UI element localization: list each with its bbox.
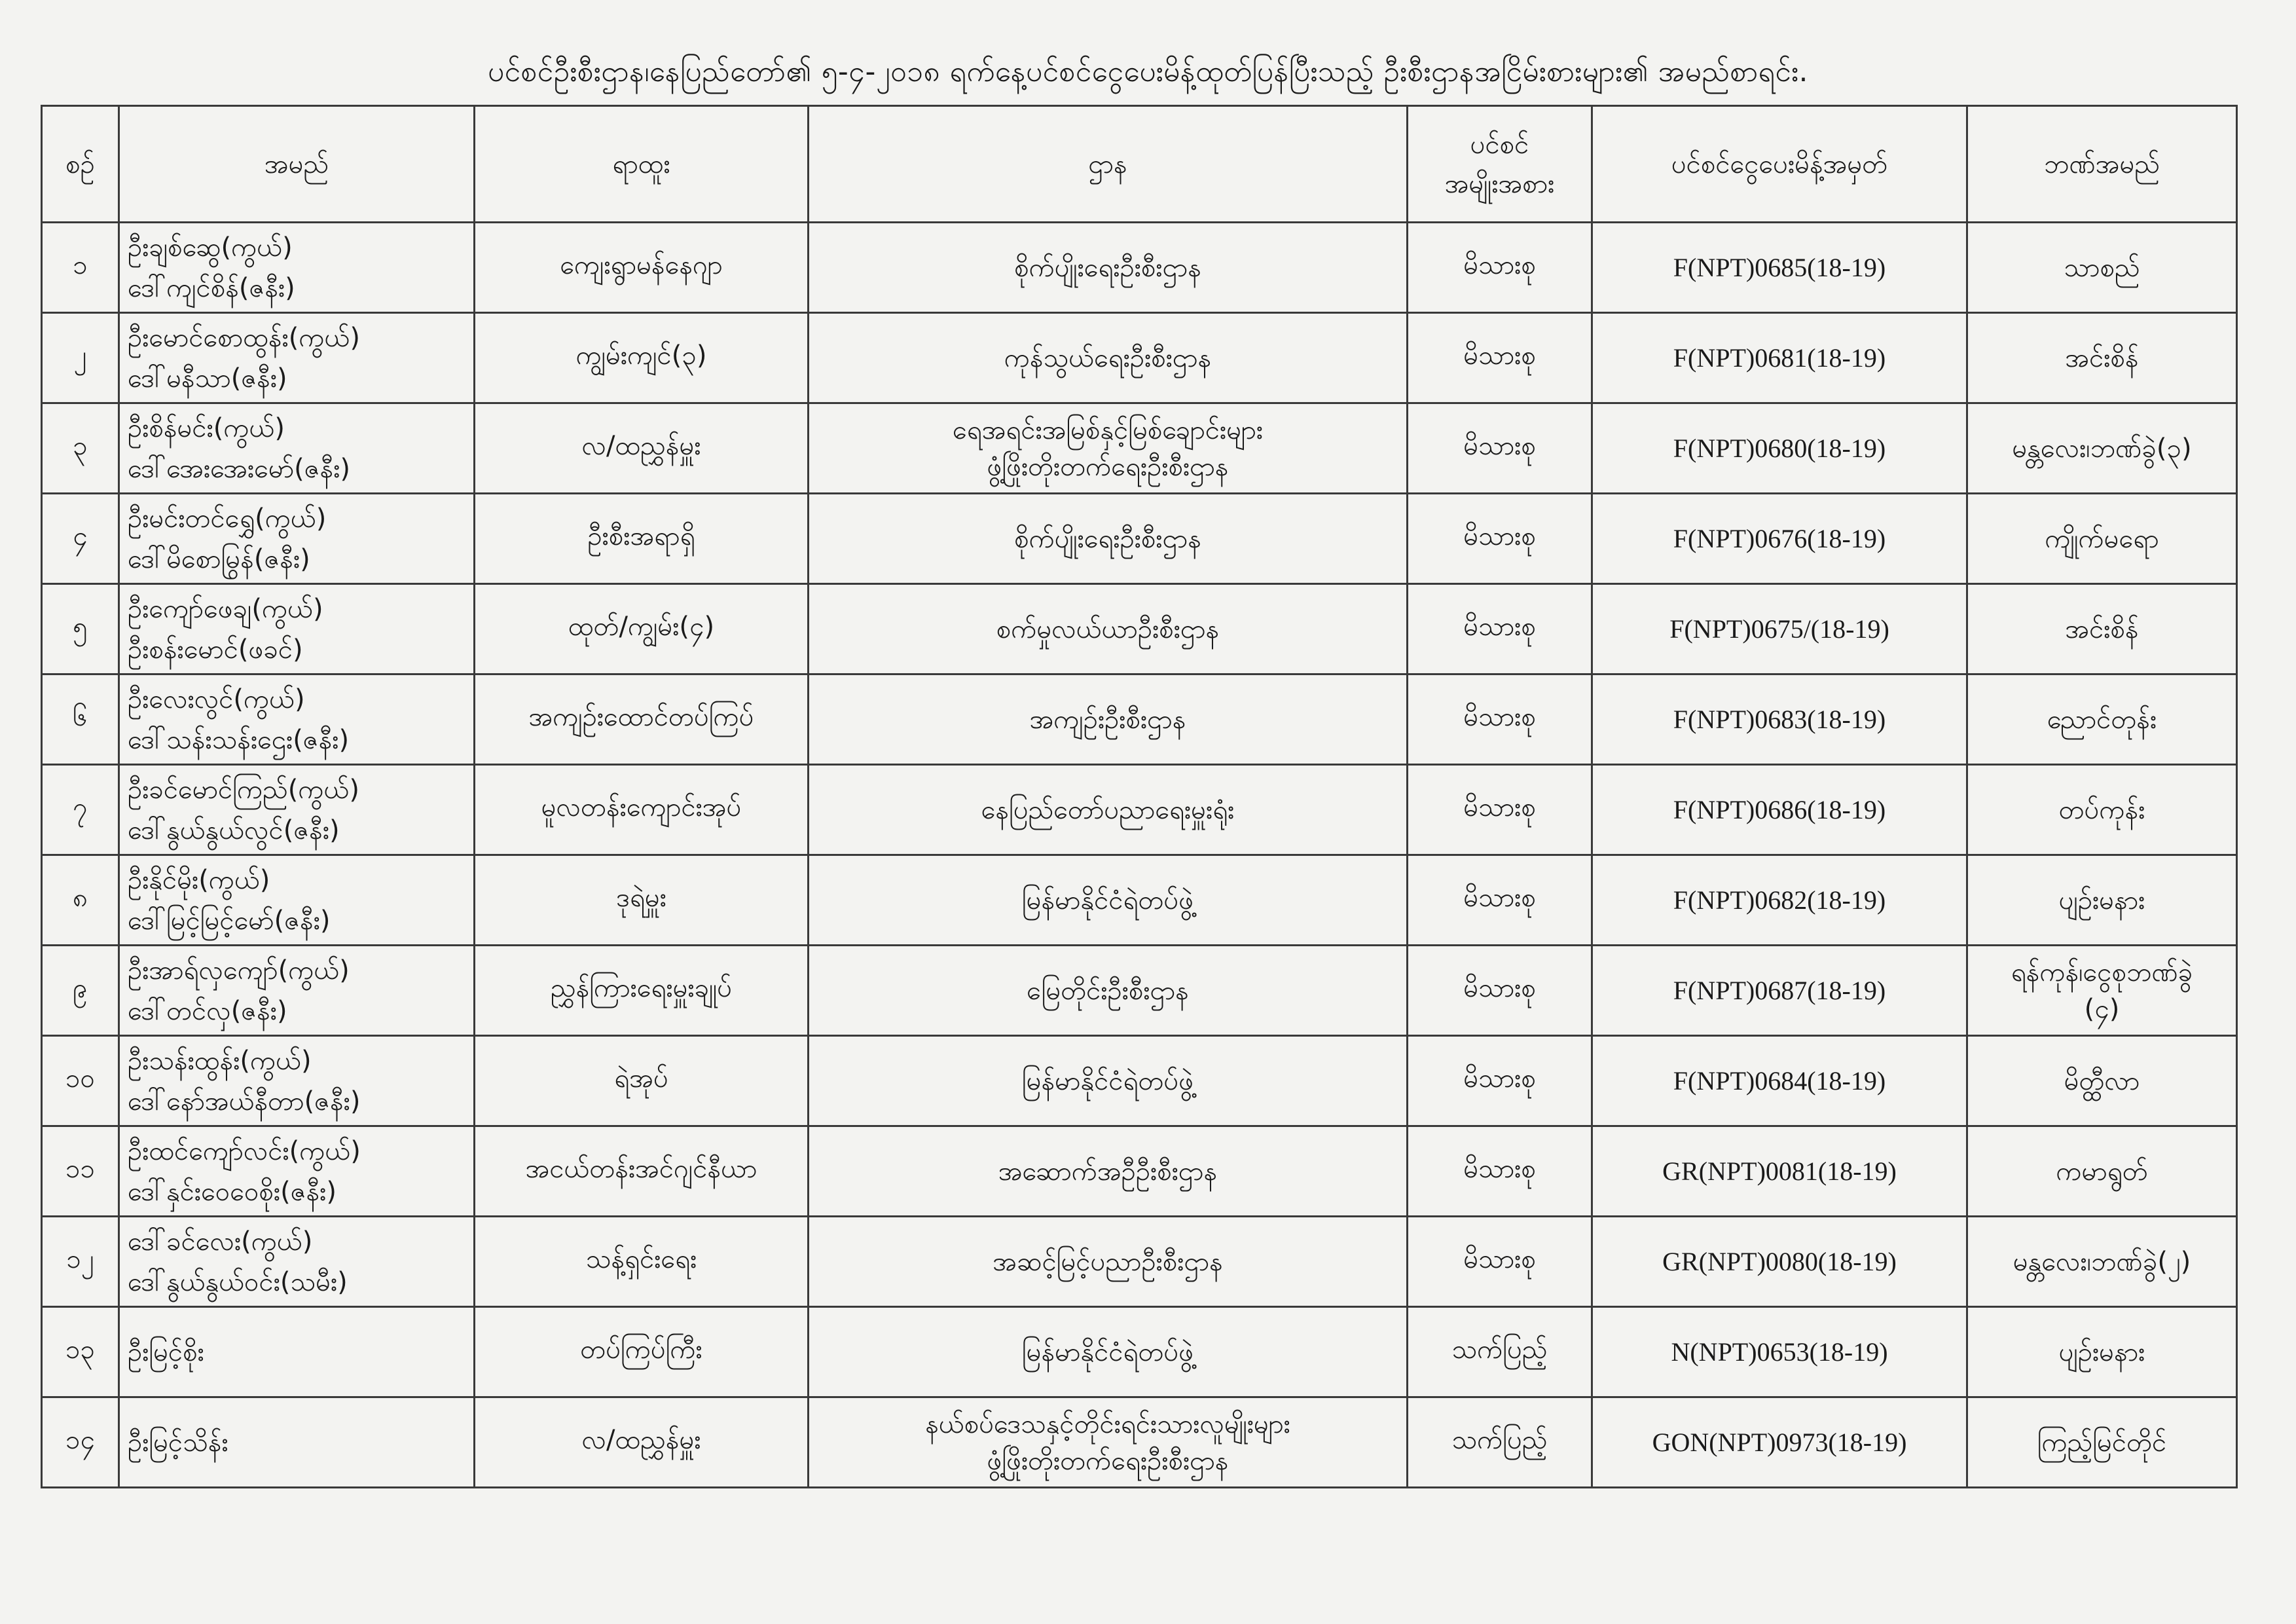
bank-name: ကမာရွတ် xyxy=(2056,1156,2148,1187)
table-row xyxy=(42,494,2237,584)
pensioner-name: ဦးနိုင်မိုး(ကွယ်) xyxy=(128,864,270,895)
cell-pension-type xyxy=(1408,584,1592,674)
department: မြန်မာနိုင်ငံရဲတပ်ဖွဲ့ xyxy=(1021,885,1194,915)
pensioner-name: ဦးစိန်မင်း(ကွယ်) xyxy=(128,413,285,443)
cell-permit-number xyxy=(1592,1036,1967,1126)
pension-type-header-line2: အမျိုးအစား xyxy=(1444,168,1555,199)
department: မြေတိုင်းဦးစီးဌာန xyxy=(1027,975,1189,1006)
cell-position xyxy=(475,494,809,584)
cell-position xyxy=(475,1307,809,1397)
beneficiary-name: ဒေါ်နော်အယ်နီတာ(ဇနီး) xyxy=(128,1086,361,1116)
column-header-pension-type xyxy=(1408,106,1592,223)
bank-name: အင်းစိန် xyxy=(2065,614,2139,644)
bank-name: ညောင်တုန်း xyxy=(2047,704,2157,735)
table-row xyxy=(42,674,2237,765)
cell-pension-type xyxy=(1408,313,1592,403)
cell-pension-type xyxy=(1408,403,1592,494)
department: စိုက်ပျိုးရေးဦးစီးဌာန xyxy=(1014,252,1201,283)
cell-bank xyxy=(1967,403,2237,494)
column-header-bank: ဘဏ်အမည် xyxy=(1967,106,2237,223)
serial-no: ၁၀ xyxy=(65,1063,95,1094)
cell-name xyxy=(119,674,475,765)
permit-number: GR(NPT)0081(18-19) xyxy=(1662,1156,1897,1186)
permit-number: F(NPT)0676(18-19) xyxy=(1673,524,1886,553)
permit-number: F(NPT)0685(18-19) xyxy=(1673,253,1886,282)
serial-no: ၁၂ xyxy=(66,1244,94,1274)
cell-name xyxy=(119,1397,475,1488)
bank-name: မိတ္ထီလာ xyxy=(2064,1065,2140,1096)
cell-permit-number xyxy=(1592,855,1967,946)
table-row xyxy=(42,313,2237,403)
cell-department xyxy=(809,223,1408,313)
cell-serial-no xyxy=(42,223,119,313)
position: ဒုရဲမှူး xyxy=(616,883,666,913)
cell-pension-type xyxy=(1408,946,1592,1036)
department: မြန်မာနိုင်ငံရဲတပ်ဖွဲ့ xyxy=(1021,1337,1194,1367)
position: ဦးစီးအရာရှိ xyxy=(587,521,695,551)
serial-no: ၇ xyxy=(73,792,88,822)
pension-type: မိသားစု xyxy=(1463,1244,1536,1274)
cell-bank xyxy=(1967,1217,2237,1307)
permit-number: N(NPT)0653(18-19) xyxy=(1671,1337,1888,1367)
pensioner-name: ဦးလေးလွင်(ကွယ်) xyxy=(128,684,305,714)
beneficiary-name: ဒေါ်နွယ်နွယ်လွင်(ဇနီး) xyxy=(128,815,340,845)
cell-serial-no xyxy=(42,1307,119,1397)
cell-bank xyxy=(1967,674,2237,765)
bank-name: ရန်ကုန်၊ငွေစုဘဏ်ခွဲ xyxy=(2011,957,2193,987)
position: ရဲအုပ် xyxy=(614,1063,668,1094)
pensioner-name: ဦးမြင့်စိုး xyxy=(128,1337,204,1367)
department-line2: ဖွံ့ဖြိုးတိုးတက်ရေးဦးစီးဌာန xyxy=(987,451,1229,482)
cell-pension-type xyxy=(1408,674,1592,765)
pension-type: မိသားစု xyxy=(1463,973,1536,1003)
cell-name xyxy=(119,1036,475,1126)
beneficiary-name: ဒေါ်မြင့်မြင့်မော်(ဇနီး) xyxy=(128,905,331,936)
position: သန့်ရှင်းရေး xyxy=(585,1244,697,1274)
pension-type-header-line1: ပင်စင် xyxy=(1470,129,1529,160)
position: ကျေးရွာမန်နေဂျာ xyxy=(560,250,723,280)
permit-number: F(NPT)0681(18-19) xyxy=(1673,343,1886,373)
serial-no: ၁၄ xyxy=(65,1425,95,1455)
cell-department xyxy=(809,1397,1408,1488)
page-title: ပင်စင်ဦးစီးဌာန၊နေပြည်တော်၏ ၅-၄-၂၀၁၈ ရက်နေ့ပင်စင်ငွေပေးမိန့်ထုတ်ပြန်ပြီးသည့် ဦးစီးဌာနအငြိမ်းစားများ၏ အမည်စာရင်း. xyxy=(488,55,1808,88)
permit-number: F(NPT)0687(18-19) xyxy=(1673,976,1886,1005)
cell-pension-type xyxy=(1408,1036,1592,1126)
roster-body xyxy=(42,223,2237,1488)
bank-name: မန္တလေး၊ဘဏ်ခွဲ(၂) xyxy=(2013,1246,2191,1277)
cell-serial-no xyxy=(42,403,119,494)
serial-no: ၁၃ xyxy=(65,1335,95,1365)
cell-department xyxy=(809,584,1408,674)
column-header-permit-number: ပင်စင်ငွေပေးမိန့်အမှတ် xyxy=(1592,106,1967,223)
table-row xyxy=(42,1217,2237,1307)
cell-position xyxy=(475,223,809,313)
cell-serial-no xyxy=(42,584,119,674)
permit-number: GON(NPT)0973(18-19) xyxy=(1652,1428,1907,1457)
cell-department xyxy=(809,1036,1408,1126)
beneficiary-name: ဒေါ်နှင်းဝေဝေစိုး(ဇနီး) xyxy=(128,1176,337,1207)
serial-no: ၆ xyxy=(73,702,88,732)
bank-name: ပျဉ်းမနား xyxy=(2058,885,2145,915)
permit-number: F(NPT)0675/(18-19) xyxy=(1669,614,1889,644)
cell-bank xyxy=(1967,1397,2237,1488)
department: မြန်မာနိုင်ငံရဲတပ်ဖွဲ့ xyxy=(1021,1065,1194,1096)
cell-name xyxy=(119,855,475,946)
cell-name xyxy=(119,584,475,674)
table-row xyxy=(42,223,2237,313)
department: ကုန်သွယ်ရေးဦးစီးဌာန xyxy=(1004,342,1212,373)
cell-position xyxy=(475,313,809,403)
cell-pension-type xyxy=(1408,855,1592,946)
cell-position xyxy=(475,1126,809,1217)
cell-name xyxy=(119,223,475,313)
pension-type: သက်ပြည့် xyxy=(1451,1335,1548,1365)
column-header-position: ရာထူး xyxy=(475,106,809,223)
department: ရေအရင်းအမြစ်နှင့်မြစ်ချောင်းများ xyxy=(953,415,1263,445)
cell-name xyxy=(119,1307,475,1397)
cell-bank xyxy=(1967,1307,2237,1397)
cell-pension-type xyxy=(1408,1126,1592,1217)
cell-pension-type xyxy=(1408,1217,1592,1307)
position: ညွှန်ကြားရေးမှူးချုပ် xyxy=(550,973,733,1003)
cell-serial-no xyxy=(42,1036,119,1126)
cell-position xyxy=(475,765,809,855)
position: လ/ထညွှန်မှူး xyxy=(581,1425,701,1455)
bank-name-line2: (၄) xyxy=(2084,993,2120,1024)
serial-no: ၂ xyxy=(73,341,87,371)
pension-type: မိသားစု xyxy=(1463,612,1536,642)
bank-name: ပျဉ်းမနား xyxy=(2058,1337,2145,1367)
position: ထုတ်/ကျွမ်း(၄) xyxy=(568,612,715,642)
cell-bank xyxy=(1967,313,2237,403)
pensioner-name: ဒေါ်ခင်လေး(ကွယ်) xyxy=(128,1226,313,1257)
pension-type: မိသားစု xyxy=(1463,792,1536,822)
cell-bank xyxy=(1967,855,2237,946)
position: အကျဉ်းထောင်တပ်ကြပ် xyxy=(528,702,754,732)
pensioner-name: ဦးခင်မောင်ကြည်(ကွယ်) xyxy=(128,774,359,805)
pension-type: မိသားစု xyxy=(1463,521,1536,551)
permit-number: F(NPT)0683(18-19) xyxy=(1673,705,1886,734)
beneficiary-name: ဒေါ်နွယ်နွယ်ဝင်း(သမီး) xyxy=(128,1266,348,1297)
permit-number: F(NPT)0680(18-19) xyxy=(1673,434,1886,463)
cell-pension-type xyxy=(1408,1397,1592,1488)
cell-permit-number xyxy=(1592,313,1967,403)
serial-no: ၄ xyxy=(73,521,88,551)
cell-name xyxy=(119,946,475,1036)
cell-bank xyxy=(1967,1126,2237,1217)
header-row xyxy=(42,106,2237,223)
column-header-no: စဉ် xyxy=(42,106,119,223)
table-row xyxy=(42,1126,2237,1217)
permit-number: F(NPT)0686(18-19) xyxy=(1673,795,1886,824)
pension-roster-table xyxy=(41,105,2238,1488)
cell-department xyxy=(809,313,1408,403)
cell-department xyxy=(809,1307,1408,1397)
table-row xyxy=(42,1307,2237,1397)
beneficiary-name: ဒေါ်မနီသာ(ဇနီး) xyxy=(128,363,287,394)
cell-department xyxy=(809,765,1408,855)
pension-type: မိသားစု xyxy=(1463,341,1536,371)
cell-serial-no xyxy=(42,1397,119,1488)
cell-serial-no xyxy=(42,765,119,855)
cell-department xyxy=(809,403,1408,494)
pension-type: မိသားစု xyxy=(1463,431,1536,461)
column-header-department: ဌာန xyxy=(809,106,1408,223)
pension-type: မိသားစု xyxy=(1463,702,1536,732)
pensioner-name: ဦးထင်ကျော်လင်း(ကွယ်) xyxy=(128,1135,361,1166)
cell-permit-number xyxy=(1592,674,1967,765)
cell-name xyxy=(119,1217,475,1307)
beneficiary-name: ဒေါ်ကျင်စိန်(ဇနီး) xyxy=(128,272,295,303)
cell-bank xyxy=(1967,946,2237,1036)
cell-pension-type xyxy=(1408,1307,1592,1397)
cell-department xyxy=(809,494,1408,584)
cell-position xyxy=(475,855,809,946)
cell-department xyxy=(809,674,1408,765)
cell-pension-type xyxy=(1408,494,1592,584)
pension-type: မိသားစု xyxy=(1463,1063,1536,1094)
serial-no: ၁၁ xyxy=(65,1154,95,1184)
beneficiary-name: ဒေါ်တင်လှ(ဇနီး) xyxy=(128,995,287,1026)
cell-bank xyxy=(1967,765,2237,855)
pensioner-name: ဦးမင်းတင်ရွှေ(ကွယ်) xyxy=(128,503,327,534)
department: အဆင့်မြင့်ပညာဦးစီးဌာန xyxy=(993,1246,1223,1277)
permit-number: GR(NPT)0080(18-19) xyxy=(1662,1247,1897,1276)
table-row xyxy=(42,403,2237,494)
cell-department xyxy=(809,946,1408,1036)
department: အကျဉ်းဦးစီးဌာန xyxy=(1029,704,1186,735)
cell-permit-number xyxy=(1592,494,1967,584)
cell-name xyxy=(119,313,475,403)
serial-no: ၈ xyxy=(73,883,88,913)
cell-pension-type xyxy=(1408,223,1592,313)
cell-permit-number xyxy=(1592,765,1967,855)
cell-permit-number xyxy=(1592,1217,1967,1307)
position: မူလတန်းကျောင်းအုပ် xyxy=(541,792,742,822)
cell-serial-no xyxy=(42,494,119,584)
department: အဆောက်အဦဦးစီးဌာန xyxy=(998,1156,1218,1187)
pension-type: မိသားစု xyxy=(1463,883,1536,913)
column-header-name: အမည် xyxy=(119,106,475,223)
position: လ/ထညွှန်မှူး xyxy=(581,431,701,461)
pensioner-name: ဦးကျော်ဖေချ(ကွယ်) xyxy=(128,593,323,624)
cell-pension-type xyxy=(1408,765,1592,855)
position: ကျွမ်းကျင်(၃) xyxy=(575,341,707,371)
cell-permit-number xyxy=(1592,223,1967,313)
bank-name: မန္တလေး၊ဘဏ်ခွဲ(၃) xyxy=(2012,433,2192,464)
bank-name: အင်းစိန် xyxy=(2065,342,2139,373)
pensioner-name: ဦးမြင့်သိန်း xyxy=(128,1427,228,1458)
position: တပ်ကြပ်ကြီး xyxy=(580,1335,702,1365)
department: စက်မှုလယ်ယာဦးစီးဌာန xyxy=(996,614,1220,644)
cell-serial-no xyxy=(42,946,119,1036)
serial-no: ၃ xyxy=(73,431,88,461)
cell-bank xyxy=(1967,584,2237,674)
cell-serial-no xyxy=(42,674,119,765)
cell-permit-number xyxy=(1592,946,1967,1036)
pension-type: မိသားစု xyxy=(1463,250,1536,280)
beneficiary-name: ဦးစန်းမောင်(ဖခင်) xyxy=(128,634,303,665)
cell-position xyxy=(475,584,809,674)
cell-serial-no xyxy=(42,1126,119,1217)
cell-name xyxy=(119,494,475,584)
cell-position xyxy=(475,1217,809,1307)
cell-name xyxy=(119,765,475,855)
beneficiary-name: ဒေါ်အေးအေးမော်(ဇနီး) xyxy=(128,453,350,484)
table-row xyxy=(42,765,2237,855)
cell-serial-no xyxy=(42,855,119,946)
bank-name: ကျိုက်မရော xyxy=(2045,523,2159,554)
cell-bank xyxy=(1967,494,2237,584)
department: နယ်စပ်ဒေသနှင့်တိုင်းရင်းသားလူမျိုးများ xyxy=(925,1409,1290,1439)
pension-type: သက်ပြည့် xyxy=(1451,1425,1548,1455)
beneficiary-name: ဒေါ်မိစောမြွန်(ဇနီး) xyxy=(128,544,310,574)
table-row xyxy=(42,1036,2237,1126)
bank-name: သာစည် xyxy=(2064,252,2140,283)
cell-position xyxy=(475,1397,809,1488)
department: စိုက်ပျိုးရေးဦးစီးဌာန xyxy=(1014,523,1201,554)
cell-serial-no xyxy=(42,1217,119,1307)
bank-name: ကြည့်မြင်တိုင် xyxy=(2037,1427,2167,1458)
department: နေပြည်တော်ပညာရေးမှူးရုံး xyxy=(981,794,1235,825)
serial-no: ၅ xyxy=(73,612,88,642)
cell-position xyxy=(475,403,809,494)
serial-no: ၉ xyxy=(73,973,88,1003)
cell-position xyxy=(475,1036,809,1126)
cell-bank xyxy=(1967,1036,2237,1126)
pension-type: မိသားစု xyxy=(1463,1154,1536,1184)
position: အငယ်တန်းအင်ဂျင်နီယာ xyxy=(525,1154,757,1184)
cell-department xyxy=(809,1126,1408,1217)
cell-position xyxy=(475,946,809,1036)
pensioner-name: ဦးသန်းထွန်း(ကွယ်) xyxy=(128,1045,312,1076)
cell-position xyxy=(475,674,809,765)
pensioner-name: ဦးချစ်ဆွေ(ကွယ်) xyxy=(128,232,293,263)
permit-number: F(NPT)0684(18-19) xyxy=(1673,1066,1886,1096)
table-row xyxy=(42,584,2237,674)
table-row xyxy=(42,946,2237,1036)
cell-permit-number xyxy=(1592,1307,1967,1397)
cell-permit-number xyxy=(1592,403,1967,494)
table-row xyxy=(42,1397,2237,1488)
pensioner-name: ဦးအာရ်လှကျော်(ကွယ်) xyxy=(128,955,350,986)
cell-serial-no xyxy=(42,313,119,403)
bank-name: တပ်ကုန်း xyxy=(2058,794,2145,825)
beneficiary-name: ဒေါ်သန်းသန်းဌေး(ဇနီး) xyxy=(128,724,350,755)
table-row xyxy=(42,855,2237,946)
department-line2: ဖွံ့ဖြိုးတိုးတက်ရေးဦးစီးဌာန xyxy=(987,1445,1229,1476)
cell-department xyxy=(809,1217,1408,1307)
cell-name xyxy=(119,1126,475,1217)
cell-name xyxy=(119,403,475,494)
cell-department xyxy=(809,855,1408,946)
serial-no: ၁ xyxy=(73,250,88,280)
cell-permit-number xyxy=(1592,1397,1967,1488)
permit-number: F(NPT)0682(18-19) xyxy=(1673,885,1886,915)
pensioner-name: ဦးမောင်စောထွန်း(ကွယ်) xyxy=(128,322,360,353)
cell-permit-number xyxy=(1592,584,1967,674)
cell-permit-number xyxy=(1592,1126,1967,1217)
cell-bank xyxy=(1967,223,2237,313)
